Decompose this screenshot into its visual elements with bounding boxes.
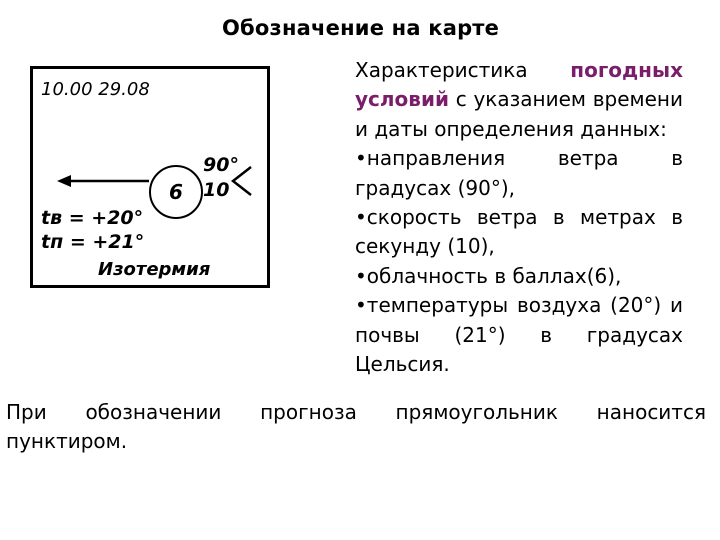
weather-map-symbol [30, 66, 270, 288]
page-title: Обозначение на карте [222, 16, 500, 40]
wind-arrowhead [57, 175, 71, 187]
forecast-note-line1: При обозначении прогноза прямоугольник наносится [6, 400, 706, 424]
cloudiness-value: 6 [169, 180, 183, 204]
description-intro [355, 56, 683, 144]
bullet-temperatures: •температуры воздуха (20°) и почвы (21°) в градусах Цельсия. [355, 293, 683, 377]
intro-plain: Характеристика [355, 58, 571, 82]
wind-direction-value: 90° [203, 154, 239, 176]
bullet-cloudiness: •облачность в баллах(6), [355, 263, 622, 288]
station-circle [149, 165, 203, 219]
description-block [355, 56, 683, 379]
intro-highlight: погодных условий [355, 58, 683, 112]
forecast-note-line2: пунктиром. [6, 429, 128, 453]
bullet-wind-direction: •направления ветра в градусах (90°), [355, 146, 683, 200]
air-temperature: tв = +20° [41, 207, 144, 229]
bullet-wind-speed: •скорость ветра в метрах в секунду (10), [355, 205, 683, 259]
soil-temperature: tп = +21° [41, 231, 145, 253]
isotherm-label: Изотермия [98, 259, 211, 280]
date-time-label: 10.00 29.08 [41, 79, 150, 100]
intro-rest: с указанием времени и даты определения данных: [355, 87, 683, 141]
wind-speed-value: 10 [203, 179, 230, 201]
